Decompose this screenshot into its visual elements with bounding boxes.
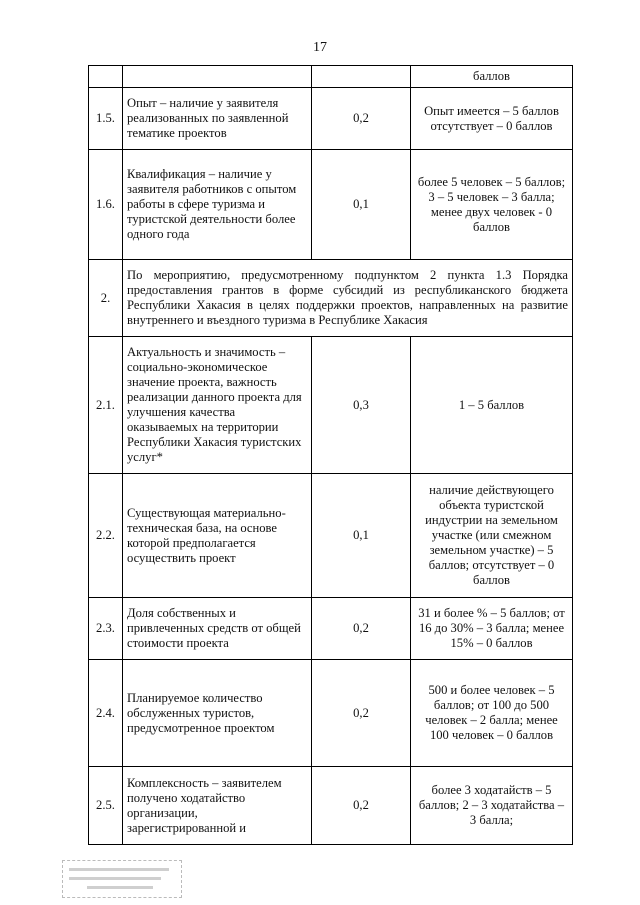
table-row: [89, 66, 573, 88]
criterion-name: Опыт – наличие у заявителя реализованных по заявленной тематике проектов: [123, 88, 312, 150]
criterion-weight: 0,2: [312, 767, 411, 845]
criterion-score: 31 и более % – 5 баллов; от 16 до 30% – 3 балла; менее 15% – 0 баллов: [411, 598, 573, 660]
criterion-weight: 0,1: [312, 150, 411, 260]
table-row: [89, 598, 573, 660]
criterion-weight: 0,2: [312, 598, 411, 660]
row-number: 1.6.: [89, 150, 123, 260]
criterion-weight: 0,1: [312, 474, 411, 598]
criterion-score: баллов: [411, 66, 573, 88]
criterion-score: Опыт имеется – 5 баллов отсутствует – 0 баллов: [411, 88, 573, 150]
table-row: [89, 474, 573, 598]
criterion-name: Планируемое количество обслуженных туристов, предусмотренное проектом: [123, 660, 312, 767]
criterion-score: более 5 человек – 5 баллов; 3 – 5 человек – 3 балла; менее двух человек - 0 баллов: [411, 150, 573, 260]
criterion-weight: [312, 66, 411, 88]
section-heading: По мероприятию, предусмотренному подпунктом 2 пункта 1.3 Порядка предоставления грантов в форме субсидий из республиканского бюджета Республики Хакасия в целях поддержки проектов, направленных на развитие внутреннего и въездного туризма в Республике Хакасия: [123, 260, 573, 337]
criterion-name: Комплексность – заявителем получено ходатайство организации, зарегистрированной и: [123, 767, 312, 845]
page-number: 17: [313, 40, 327, 55]
table-row: [89, 260, 573, 337]
criterion-name: Актуальность и значимость – социально-экономическое значение проекта, важность реализации данного проекта для улучшения качества оказываемых на территории Республики Хакасия туристских услуг*: [123, 337, 312, 474]
row-number: 2.2.: [89, 474, 123, 598]
table-row: [89, 767, 573, 845]
criterion-name: [123, 66, 312, 88]
row-number: 2.3.: [89, 598, 123, 660]
criterion-score: 500 и более человек – 5 баллов; от 100 до 500 человек – 2 балла; менее 100 человек – 0 баллов: [411, 660, 573, 767]
stamp-mark: [62, 860, 182, 898]
table-row: [89, 88, 573, 150]
criterion-weight: 0,2: [312, 660, 411, 767]
criterion-weight: 0,3: [312, 337, 411, 474]
criteria-table: [88, 65, 573, 845]
row-number: 1.5.: [89, 88, 123, 150]
table-row: [89, 660, 573, 767]
row-number: 2.5.: [89, 767, 123, 845]
row-number: 2.: [89, 260, 123, 337]
table-row: [89, 337, 573, 474]
table-row: [89, 150, 573, 260]
criterion-name: Доля собственных и привлеченных средств от общей стоимости проекта: [123, 598, 312, 660]
criterion-name: Существующая материально-техническая база, на основе которой предполагается осуществить проект: [123, 474, 312, 598]
criterion-score: 1 – 5 баллов: [411, 337, 573, 474]
criterion-weight: 0,2: [312, 88, 411, 150]
row-number: 2.4.: [89, 660, 123, 767]
criterion-score: наличие действующего объекта туристской индустрии на земельном участке (или смежном земельном участке) – 5 баллов; отсутствует – 0 баллов: [411, 474, 573, 598]
row-number: 2.1.: [89, 337, 123, 474]
criterion-name: Квалификация – наличие у заявителя работников с опытом работы в сфере туризма и туристской деятельности более одного года: [123, 150, 312, 260]
criterion-score: более 3 ходатайств – 5 баллов; 2 – 3 ходатайства – 3 балла;: [411, 767, 573, 845]
row-number: [89, 66, 123, 88]
